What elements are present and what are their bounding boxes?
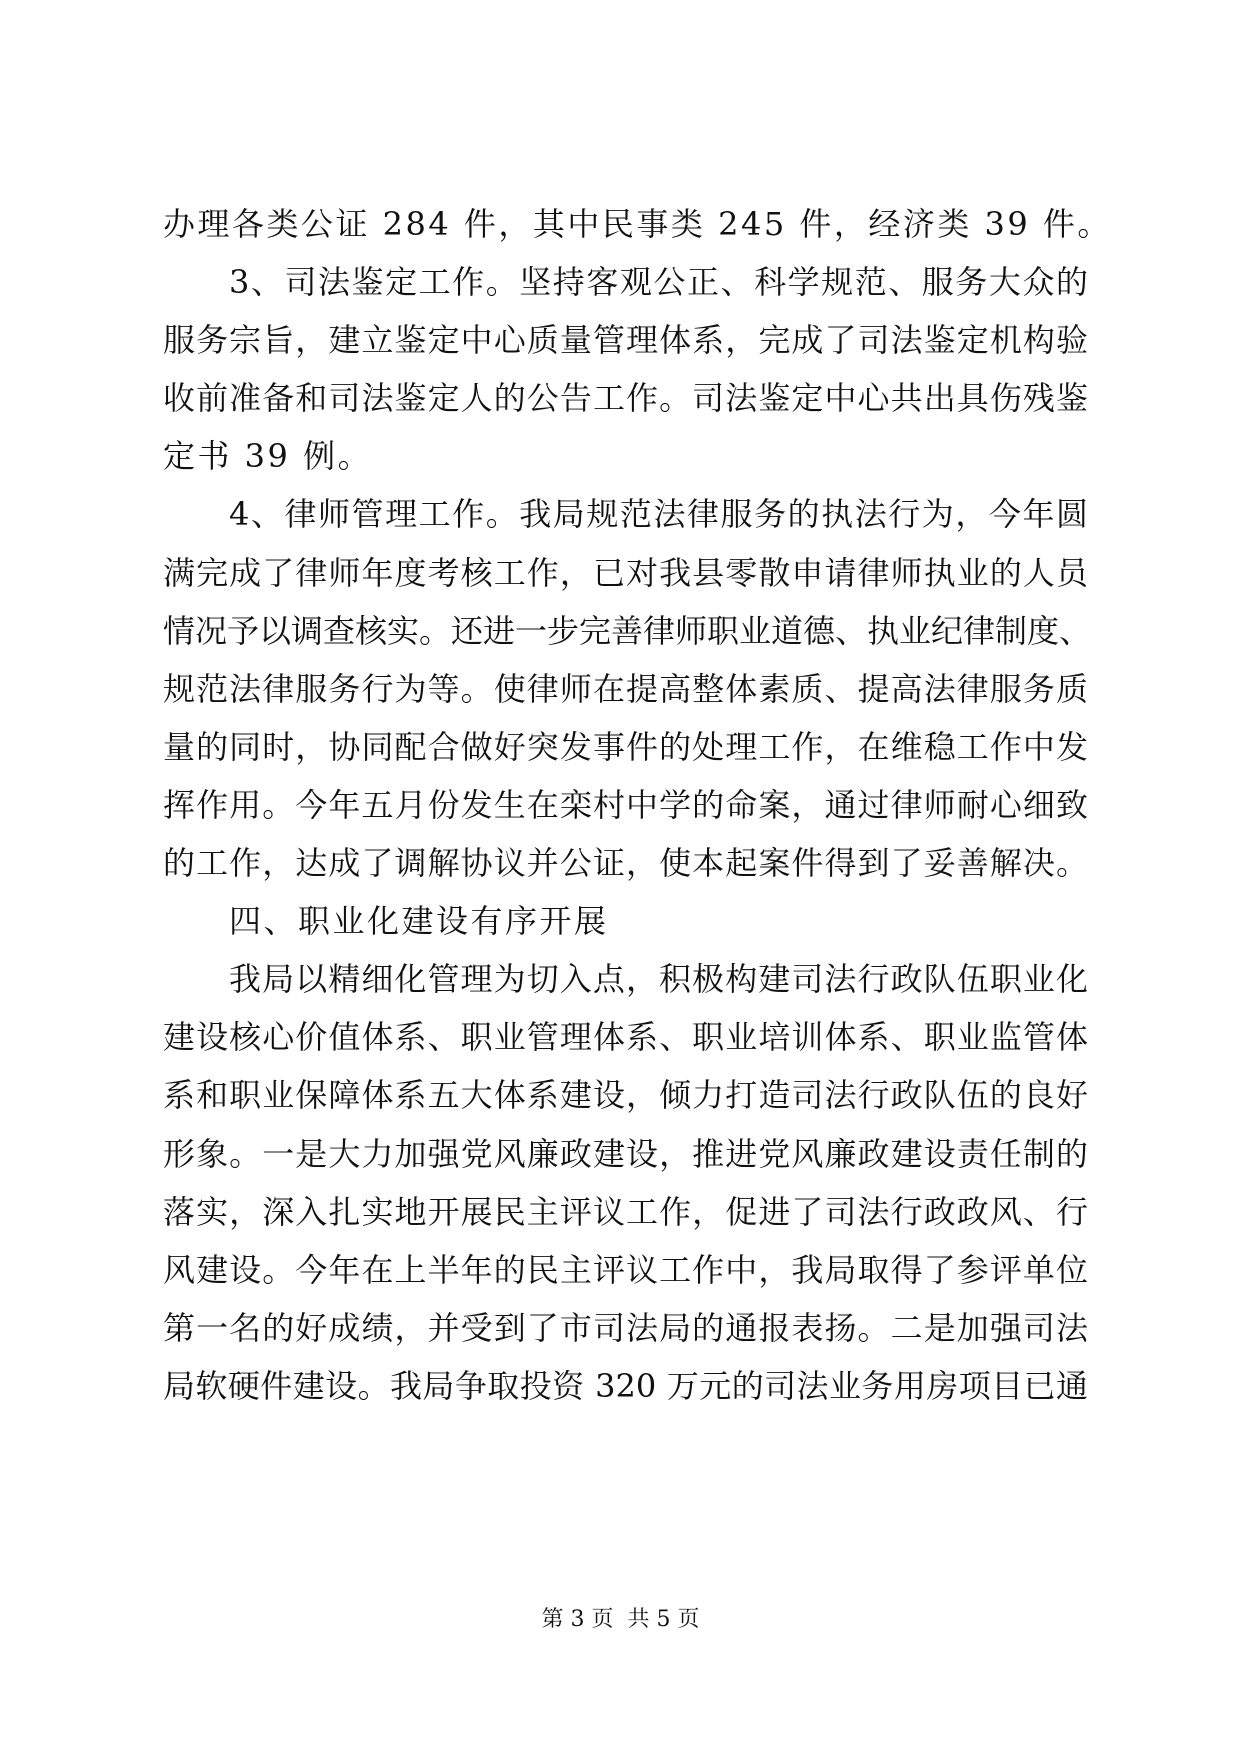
page-number: 第 3 页 共 5 页 <box>541 1607 700 1632</box>
text-line: 挥作用。今年五月份发生在栾村中学的命案，通过律师耐心细致 <box>163 785 1088 824</box>
text-line: 系和职业保障体系五大体系建设，倾力打造司法行政队伍的良好 <box>163 1076 1088 1115</box>
text-line: 情况予以调查核实。还进一步完善律师职业道德、执业纪律制度、 <box>163 611 1092 650</box>
text-line: 服务宗旨，建立鉴定中心质量管理体系，完成了司法鉴定机构验 <box>163 321 1088 360</box>
page-footer <box>0 1605 1241 1635</box>
document-body <box>163 195 1112 1415</box>
text-line: 规范法律服务行为等。使律师在提高整体素质、提高法律服务质 <box>163 669 1088 708</box>
text-line: 形象。一是大力加强党风廉政建设，推进党风廉政建设责任制的 <box>163 1134 1088 1173</box>
text-line: 第一名的好成绩，并受到了市司法局的通报表扬。二是加强司法 <box>163 1308 1088 1347</box>
text-line: 建设核心价值体系、职业管理体系、职业培训体系、职业监管体 <box>163 1018 1088 1057</box>
text-line: 收前准备和司法鉴定人的公告工作。司法鉴定中心共出具伤残鉴 <box>163 379 1088 418</box>
text-line: 的工作，达成了调解协议并公证，使本起案件得到了妥善解决。 <box>163 844 1088 883</box>
text-line: 四、职业化建设有序开展 <box>229 902 609 941</box>
text-line: 办理各类公证 284 件，其中民事类 245 件，经济类 39 件。 <box>163 205 1112 243</box>
text-line: 我局以精细化管理为切入点，积极构建司法行政队伍职业化 <box>229 960 1088 999</box>
text-line: 3、司法鉴定工作。坚持客观公正、科学规范、服务大众的 <box>229 263 1088 302</box>
text-line: 落实，深入扎实地开展民主评议工作，促进了司法行政政风、行 <box>163 1192 1088 1231</box>
text-line: 定书 39 例。 <box>163 437 373 476</box>
text-line: 风建设。今年在上半年的民主评议工作中，我局取得了参评单位 <box>163 1250 1088 1289</box>
text-line: 满完成了律师年度考核工作，已对我县零散申请律师执业的人员 <box>163 553 1088 592</box>
text-line: 局软硬件建设。我局争取投资 320 万元的司法业务用房项目已通 <box>163 1366 1088 1405</box>
text-line: 4、律师管理工作。我局规范法律服务的执法行为，今年圆 <box>229 495 1088 534</box>
text-line: 量的同时，协同配合做好突发事件的处理工作，在维稳工作中发 <box>163 727 1088 766</box>
